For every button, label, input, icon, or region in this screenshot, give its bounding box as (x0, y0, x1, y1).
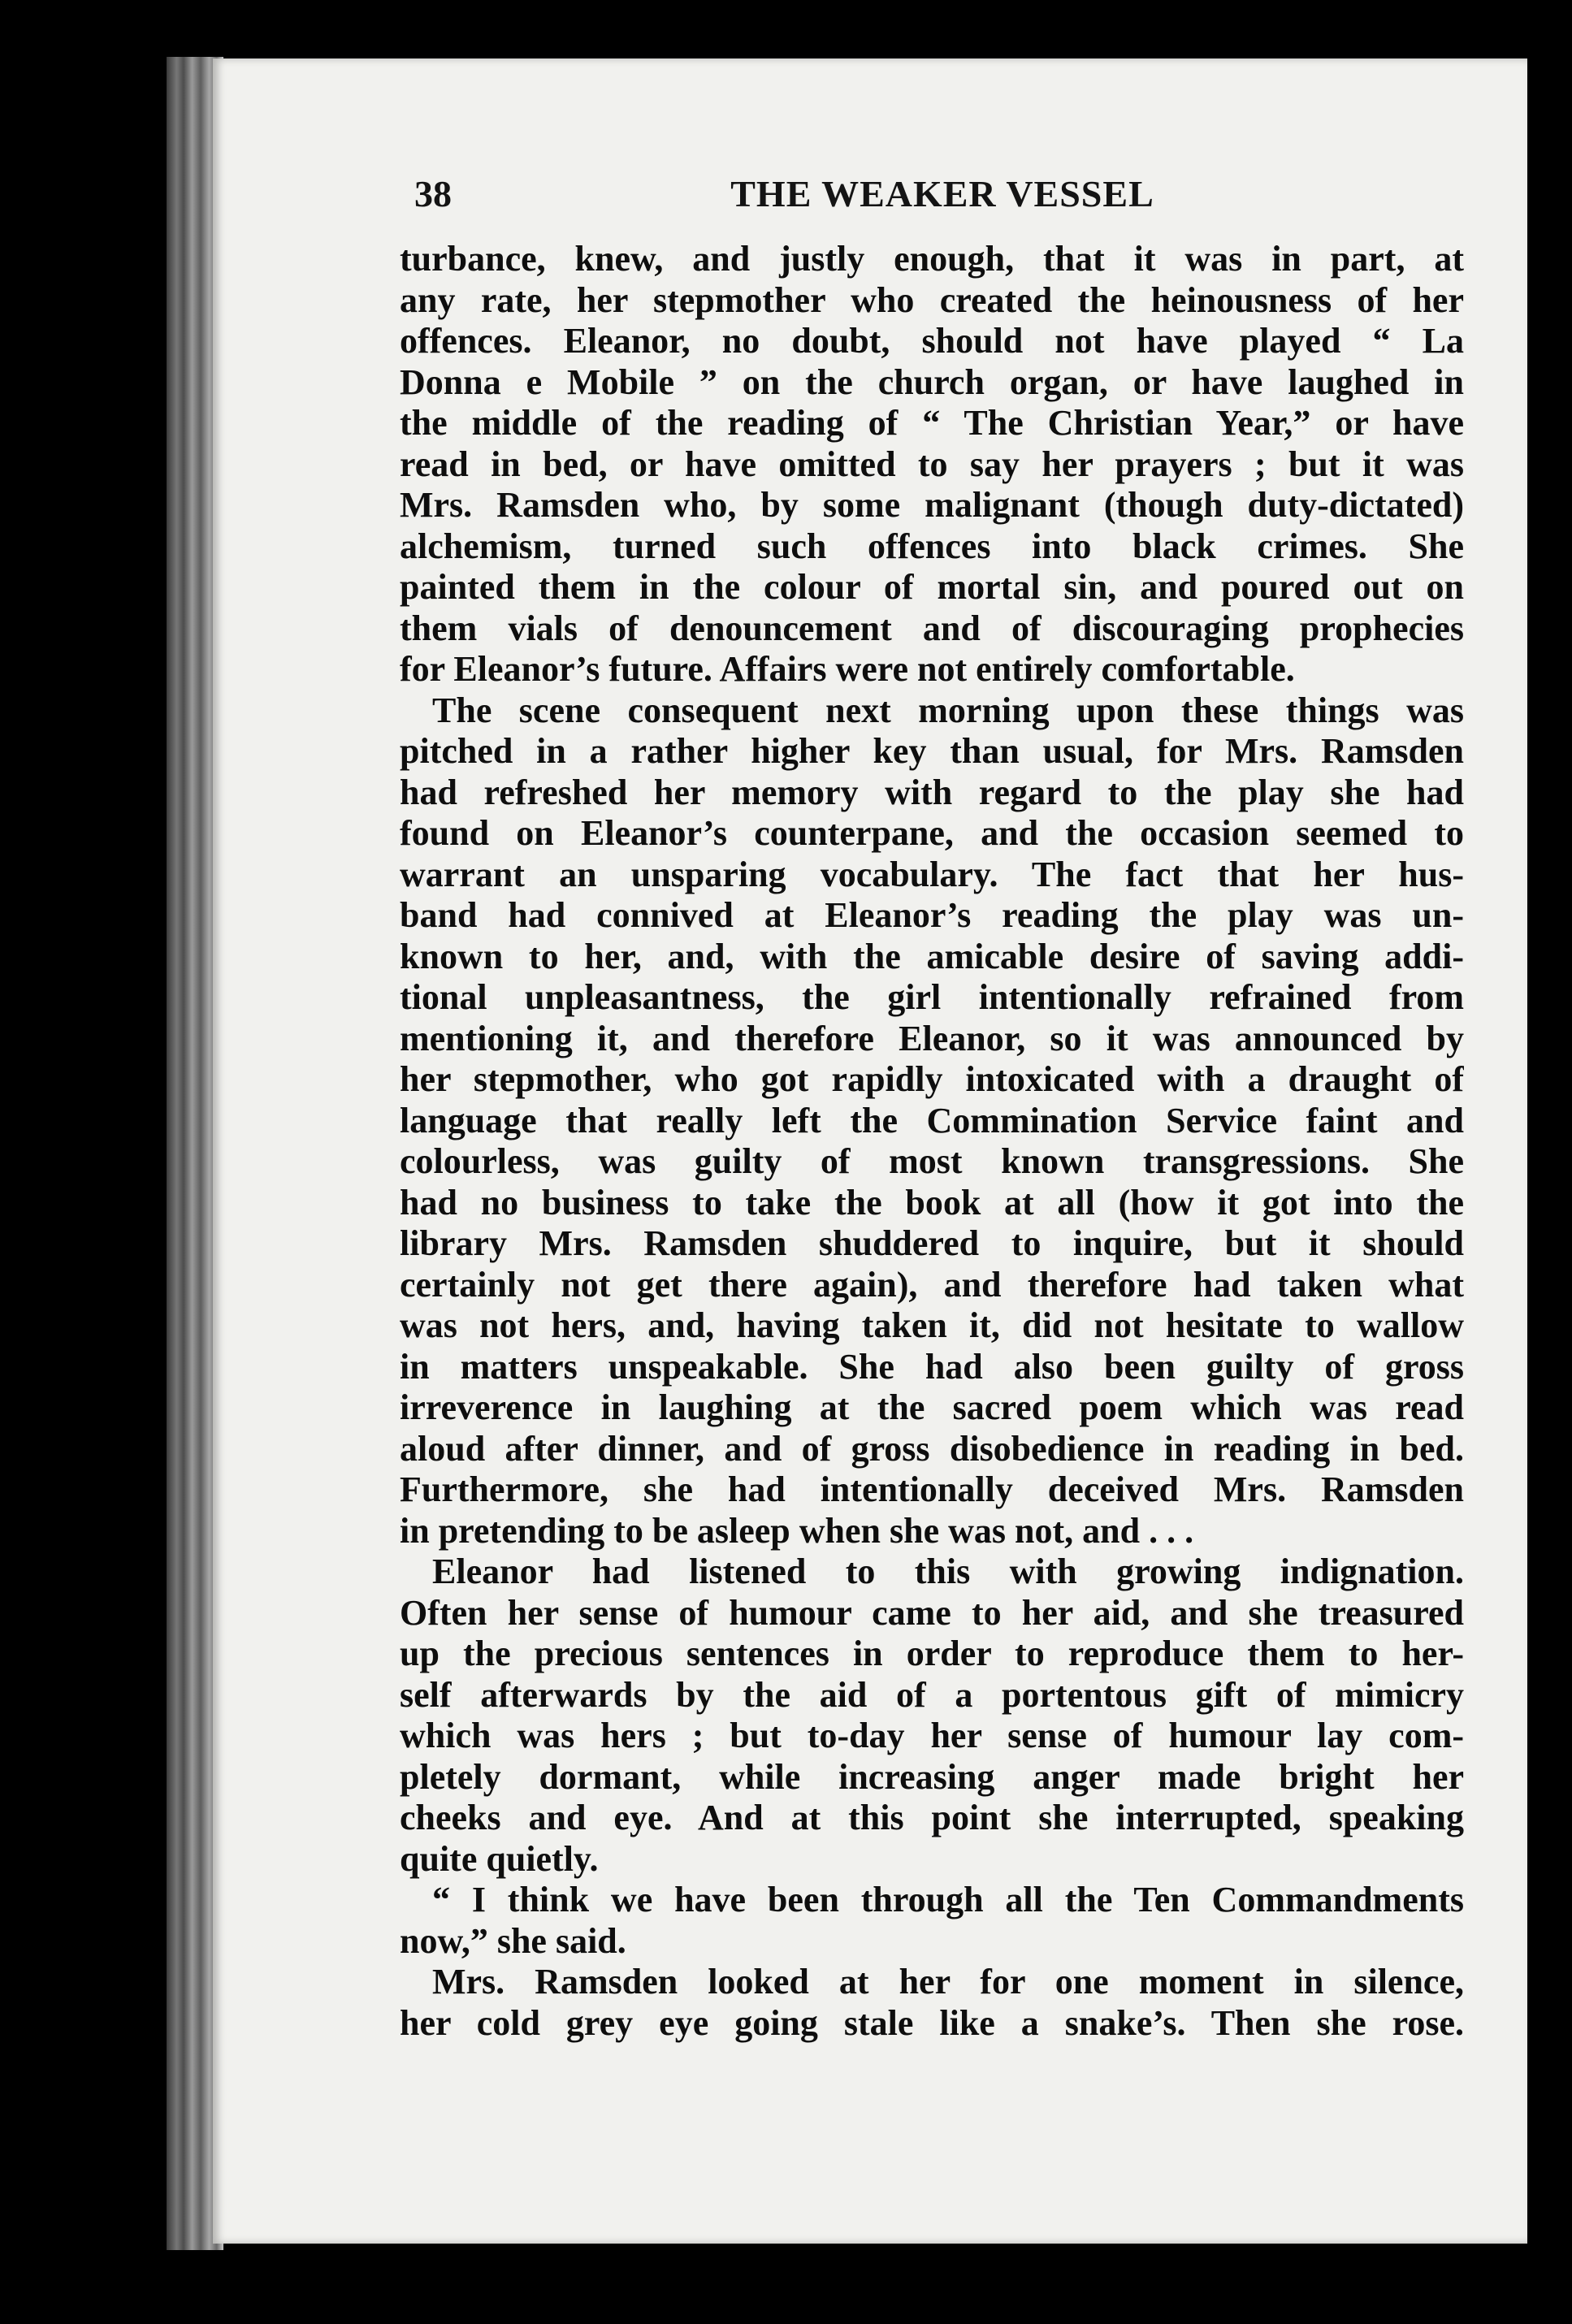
page-header (414, 172, 1470, 229)
page-number: 38 (414, 173, 452, 214)
text-line: Often her sense of humour came to her aid, and she treasured (400, 1592, 1464, 1633)
text-line: her cold grey eye going stale like a snake’s. Then she rose. (400, 2002, 1464, 2043)
text-line: The scene consequent next morning upon these things was (432, 690, 1464, 730)
text-line: for Eleanor’s future. Affairs were not entirely comfortable. (400, 649, 1295, 689)
text-line: up the precious sentences in order to reproduce them to her- (400, 1634, 1464, 1673)
text-line: irreverence in laughing at the sacred poem which was read (400, 1387, 1464, 1427)
text-line: in matters unspeakable. She had also been guilty of gross (400, 1346, 1464, 1387)
text-line: library Mrs. Ramsden shuddered to inquire, but it should (400, 1223, 1464, 1263)
text-line: had no business to take the book at all (how it got into the (400, 1182, 1464, 1223)
text-line: pletely dormant, while increasing anger made bright her (400, 1756, 1464, 1797)
text-line: the middle of the reading of “ The Christian Year,” or have (400, 403, 1464, 443)
text-line: turbance, knew, and justly enough, that it was in part, at (400, 239, 1464, 279)
text-line: Mrs. Ramsden looked at her for one moment in silence, (432, 1962, 1464, 2002)
body-text (400, 239, 1464, 2044)
text-line: read in bed, or have omitted to say her prayers ; but it was (400, 444, 1464, 484)
text-line: any rate, her stepmother who created the heinousness of her (400, 279, 1464, 320)
text-line: warrant an unsparing vocabulary. The fact that her hus- (400, 854, 1464, 894)
text-line: them vials of denouncement and of discouraging prophecies (400, 608, 1464, 648)
text-line: Furthermore, she had intentionally deceived Mrs. Ramsden (400, 1469, 1464, 1509)
text-line: in pretending to be asleep when she was not, and . . . (400, 1510, 1194, 1551)
text-line: known to her, and, with the amicable desire of saving addi- (400, 936, 1464, 976)
text-line: pitched in a rather higher key than usual, for Mrs. Ramsden (400, 731, 1464, 771)
text-line: band had connived at Eleanor’s reading the play was un- (400, 895, 1464, 935)
text-line: offences. Eleanor, no doubt, should not have played “ La (400, 321, 1464, 361)
text-line: painted them in the colour of mortal sin, and poured out on (400, 567, 1464, 607)
text-line: now,” she said. (400, 1920, 626, 1961)
text-line: which was hers ; but to-day her sense of humour lay com- (400, 1716, 1464, 1755)
text-line: her stepmother, who got rapidly intoxicated with a draught of (400, 1059, 1464, 1099)
text-line: “ I think we have been through all the Ten Commandments (432, 1880, 1464, 1919)
text-line: Eleanor had listened to this with growing indignation. (432, 1551, 1464, 1591)
text-line: self afterwards by the aid of a portentous gift of mimicry (400, 1674, 1464, 1715)
text-line: colourless, was guilty of most known transgressions. She (400, 1141, 1464, 1181)
text-line: aloud after dinner, and of gross disobedience in reading in bed. (400, 1428, 1464, 1469)
text-line: cheeks and eye. And at this point she interrupted, speaking (400, 1798, 1464, 1837)
text-line: Mrs. Ramsden who, by some malignant (though duty-dictated) (400, 485, 1464, 525)
text-line: certainly not get there again), and therefore had taken what (400, 1264, 1464, 1305)
text-line: tional unpleasantness, the girl intentionally refrained from (400, 977, 1464, 1017)
text-line: language that really left the Commination Service faint and (400, 1100, 1464, 1140)
text-line: had refreshed her memory with regard to the play she had (400, 772, 1464, 812)
book-page (213, 58, 1527, 2244)
text-line: found on Eleanor’s counterpane, and the occasion seemed to (400, 813, 1464, 853)
text-line: quite quietly. (400, 1838, 599, 1879)
running-title: THE WEAKER VESSEL (730, 173, 1154, 214)
text-line: Donna e Mobile ” on the church organ, or have laughed in (400, 361, 1464, 402)
text-line: was not hers, and, having taken it, did not hesitate to wallow (400, 1305, 1464, 1345)
text-line: alchemism, turned such offences into black crimes. She (400, 526, 1464, 566)
text-line: mentioning it, and therefore Eleanor, so it was announced by (400, 1018, 1464, 1058)
